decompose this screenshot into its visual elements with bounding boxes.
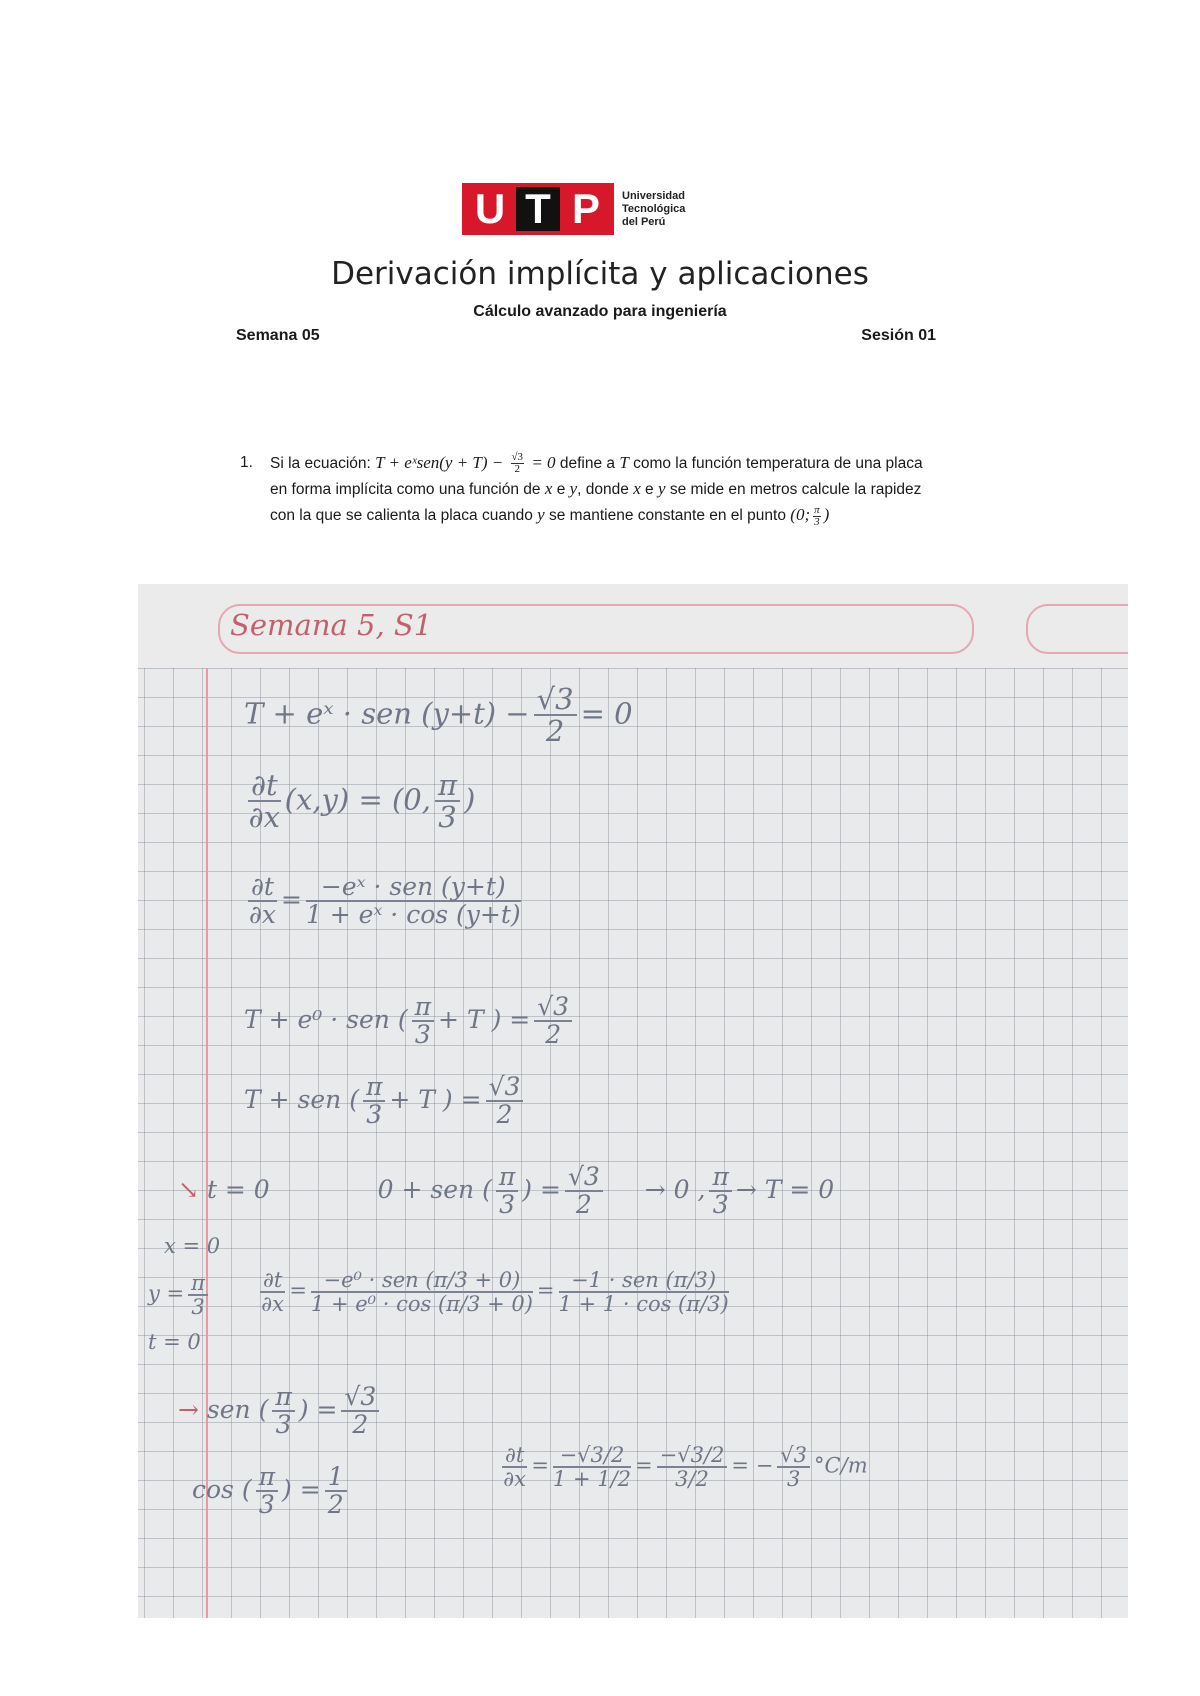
logo-university-name: Universidad Tecnológica del Perú bbox=[622, 189, 686, 228]
week-label: Semana 05 bbox=[236, 327, 320, 344]
arrow-icon: ↘ bbox=[178, 1174, 199, 1204]
problem-statement bbox=[240, 450, 940, 528]
hw-heading: Semana 5, S1 bbox=[230, 608, 433, 642]
hw-derivative-formula: $\frac{\partial t}{\partial x}$ = $\frac{\text{−eˣ · sen (y+t)}}{\text{1 + eˣ · cos (y+t)}}$ bbox=[248, 872, 521, 930]
hw-evaluation-line: $\frac{\partial t}{\partial x}$ = $\frac{\text{−e⁰ · sen (π/3 + 0)}}{\text{1 + e⁰ · cos (π/3 + 0)}}$ = $\frac{\text{−1 · sen (π/3)}}{1 + 1 \cdot \cos (\pi/3)}$ bbox=[261, 1268, 729, 1317]
equation: T + eˣsen(y + T) − bbox=[375, 453, 508, 472]
document-subtitle: Cálculo avanzado para ingeniería bbox=[473, 303, 727, 320]
session-label: Sesión 01 bbox=[861, 327, 936, 344]
utp-logo bbox=[462, 183, 685, 235]
logo-letter-t: T bbox=[516, 187, 560, 231]
hw-condition-t: t = 0 bbox=[148, 1330, 201, 1354]
logo-mark bbox=[462, 183, 614, 235]
hw-equation-line: T + eˣ · sen (y+t) − $\frac{√3}{2}$ = 0 bbox=[244, 682, 633, 749]
logo-letter-p: P bbox=[564, 187, 608, 231]
notebook-date-field bbox=[1026, 604, 1128, 654]
problem-text: Si la ecuación: T + eˣsen(y + T) − $\frac{√3}{2}$ = 0 define a T como la función temperatura de una placa en forma implícita como una función de x e y, donde x e y se mide en metros calcule la rapidez con la que se calienta la placa cuando y se mantiene constante en el punto (0; $\frac{\pi}{3}$ ) bbox=[270, 451, 923, 528]
hw-condition-y: y = $\frac{\pi}{3}$ bbox=[148, 1272, 212, 1318]
hw-cos-value: cos ( $\frac{\pi}{3}$ ) = $\frac{1}{2}$ bbox=[192, 1464, 351, 1519]
hw-final-result: $\frac{\partial t}{\partial x}$ = $\frac{-√3/2}{1 + 1/2}$ = $\frac{-√3/2}{3/2}$ = − $\frac{√3}{3}$ °C/m bbox=[503, 1443, 868, 1492]
problem-number: 1. bbox=[240, 454, 253, 471]
notebook-header bbox=[138, 584, 1128, 668]
document-title: Derivación implícita y aplicaciones bbox=[331, 256, 869, 292]
hw-objective-line: $\frac{\partial t}{\partial x}$ (x,y) = (0, $\frac{\pi}{3}$ ) bbox=[248, 768, 476, 835]
hw-substitution-line: T + e⁰ · sen ( $\frac{\pi}{3}$ + T ) = $\frac{√3}{2}$ bbox=[244, 994, 576, 1049]
hw-condition-x: x = 0 bbox=[164, 1234, 221, 1258]
hw-sin-value: → sen ( $\frac{\pi}{3}$ ) = $\frac{√3}{2}$ bbox=[178, 1384, 383, 1439]
logo-letter-u: U bbox=[468, 187, 512, 231]
arrow-icon: → bbox=[178, 1394, 199, 1424]
point: (0; $\frac{\pi}{3}$ ) bbox=[790, 503, 830, 528]
hw-simplified-line: T + sen ( $\frac{\pi}{3}$ + T ) = $\frac{√3}{2}$ bbox=[244, 1074, 527, 1129]
equation-fraction: $\frac{√3}{2}$ bbox=[511, 451, 524, 476]
handwritten-solution-photo bbox=[138, 584, 1128, 1618]
hw-solution-t-line: ↘ t = 0 0 + sen ( $\frac{\pi}{3}$ ) = $\frac{√3}{2}$ → 0 , $\frac{\pi}{3}$ → T = 0 bbox=[178, 1162, 835, 1220]
